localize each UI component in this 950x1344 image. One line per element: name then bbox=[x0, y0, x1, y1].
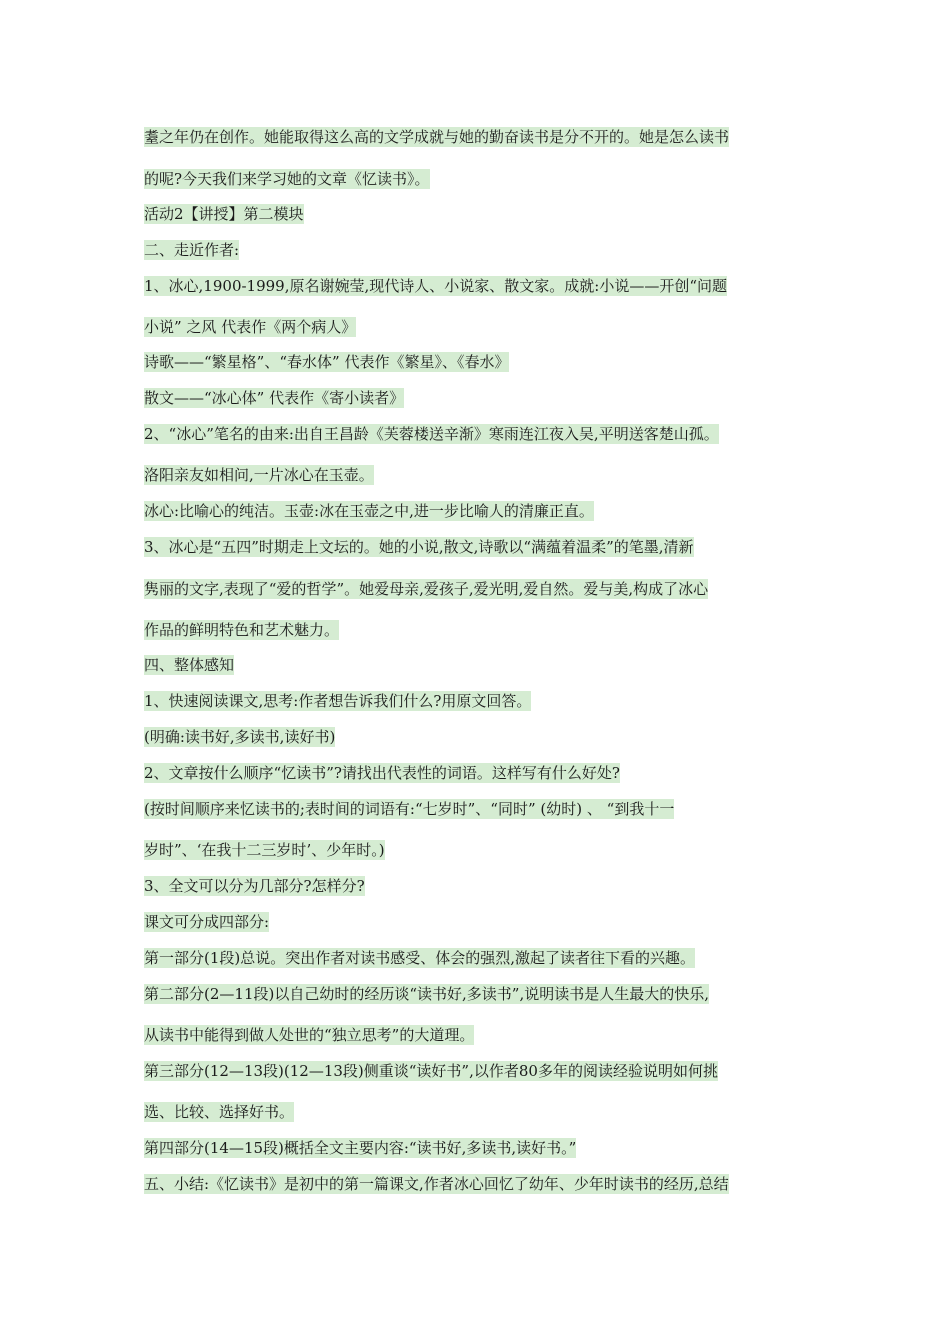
highlighted-text: 第一部分(1段)总说。突出作者对读书感受、体会的强烈,激起了读者往下看的兴趣。 bbox=[144, 949, 696, 967]
highlighted-text: 2、“冰心”笔名的由来:出自王昌龄《芙蓉楼送辛渐》寒雨连江夜入吴,平明送客楚山孤。 bbox=[144, 425, 719, 443]
text-line bbox=[144, 127, 729, 147]
text-line bbox=[144, 1174, 729, 1194]
highlighted-text: 作品的鲜明特色和艺术魅力。 bbox=[144, 621, 340, 639]
text-line bbox=[144, 388, 404, 408]
highlighted-text: 活动2【讲授】第二模块 bbox=[144, 205, 304, 223]
text-line bbox=[144, 1025, 474, 1045]
highlighted-text: 小说” 之风 代表作《两个病人》 bbox=[144, 318, 357, 336]
highlighted-text: 1、冰心,1900-1999,原名谢婉莹,现代诗人、小说家、散文家。成就:小说——开创“问题 bbox=[144, 277, 727, 295]
text-line bbox=[144, 1061, 718, 1081]
highlighted-text: 选、比较、选择好书。 bbox=[144, 1103, 295, 1121]
highlighted-text: 冰心:比喻心的纯洁。玉壶:冰在玉壶之中,进一步比喻人的清廉正直。 bbox=[144, 502, 594, 520]
highlighted-text: (按时间顺序来忆读书的;表时间的词语有:“七岁时”、“同时” (幼时) 、 “到我十一 bbox=[144, 800, 675, 818]
highlighted-text: 岁时”、‘在我十二三岁时’、少年时。) bbox=[144, 841, 385, 859]
text-line bbox=[144, 763, 620, 783]
highlighted-text: 四、整体感知 bbox=[144, 656, 235, 674]
text-line bbox=[144, 501, 594, 521]
text-line bbox=[144, 424, 719, 444]
highlighted-text: 第四部分(14—15段)概括全文主要内容:“读书好,多读书,读好书。” bbox=[144, 1139, 577, 1157]
section-heading bbox=[144, 240, 239, 260]
text-line bbox=[144, 579, 708, 599]
section-heading bbox=[144, 655, 234, 675]
highlighted-text: 二、走近作者: bbox=[144, 241, 240, 259]
text-line bbox=[144, 352, 509, 372]
highlighted-text: 3、全文可以分为几部分?怎样分? bbox=[144, 877, 365, 895]
highlighted-text: 洛阳亲友如相问,一片冰心在玉壶。 bbox=[144, 466, 374, 484]
text-line bbox=[144, 948, 695, 968]
text-line bbox=[144, 727, 335, 747]
text-line bbox=[144, 465, 374, 485]
text-line bbox=[144, 1138, 576, 1158]
highlighted-text: 2、文章按什么顺序“忆读书”?请找出代表性的词语。这样写有什么好处? bbox=[144, 764, 620, 782]
text-line bbox=[144, 876, 365, 896]
text-line bbox=[144, 912, 269, 932]
highlighted-text: 的呢?今天我们来学习她的文章《忆读书》。 bbox=[144, 170, 430, 188]
text-line bbox=[144, 620, 339, 640]
text-line bbox=[144, 691, 531, 711]
highlighted-text: 耋之年仍在创作。她能取得这么高的文学成就与她的勤奋读书是分不开的。她是怎么读书 bbox=[144, 128, 730, 146]
highlighted-text: 隽丽的文字,表现了“爱的哲学”。她爱母亲,爱孩子,爱光明,爱自然。爱与美,构成了冰心 bbox=[144, 580, 709, 598]
text-line bbox=[144, 276, 727, 296]
highlighted-text: 第二部分(2—11段)以自己幼时的经历谈“读书好,多读书”,说明读书是人生最大的快乐, bbox=[144, 985, 709, 1003]
text-line bbox=[144, 984, 709, 1004]
section-heading bbox=[144, 204, 304, 224]
highlighted-text: (明确:读书好,多读书,读好书) bbox=[144, 728, 336, 746]
highlighted-text: 从读书中能得到做人处世的“独立思考”的大道理。 bbox=[144, 1026, 475, 1044]
highlighted-text: 散文——“冰心体” 代表作《寄小读者》 bbox=[144, 389, 405, 407]
text-line bbox=[144, 317, 356, 337]
text-line bbox=[144, 169, 430, 189]
text-line bbox=[144, 537, 694, 557]
highlighted-text: 3、冰心是“五四”时期走上文坛的。她的小说,散文,诗歌以“满蕴着温柔”的笔墨,清新 bbox=[144, 538, 694, 556]
highlighted-text: 诗歌——“繁星格”、“春水体” 代表作《繁星》、《春水》 bbox=[144, 353, 510, 371]
highlighted-text: 第三部分(12—13段)(12—13段)侧重谈“读好书”,以作者80多年的阅读经验说明如何挑 bbox=[144, 1062, 718, 1080]
text-line bbox=[144, 1102, 294, 1122]
text-line bbox=[144, 840, 385, 860]
text-line bbox=[144, 799, 674, 819]
highlighted-text: 五、小结:《忆读书》是初中的第一篇课文,作者冰心回忆了幼年、少年时读书的经历,总结 bbox=[144, 1175, 729, 1193]
highlighted-text: 1、快速阅读课文,思考:作者想告诉我们什么?用原文回答。 bbox=[144, 692, 532, 710]
highlighted-text: 课文可分成四部分: bbox=[144, 913, 270, 931]
